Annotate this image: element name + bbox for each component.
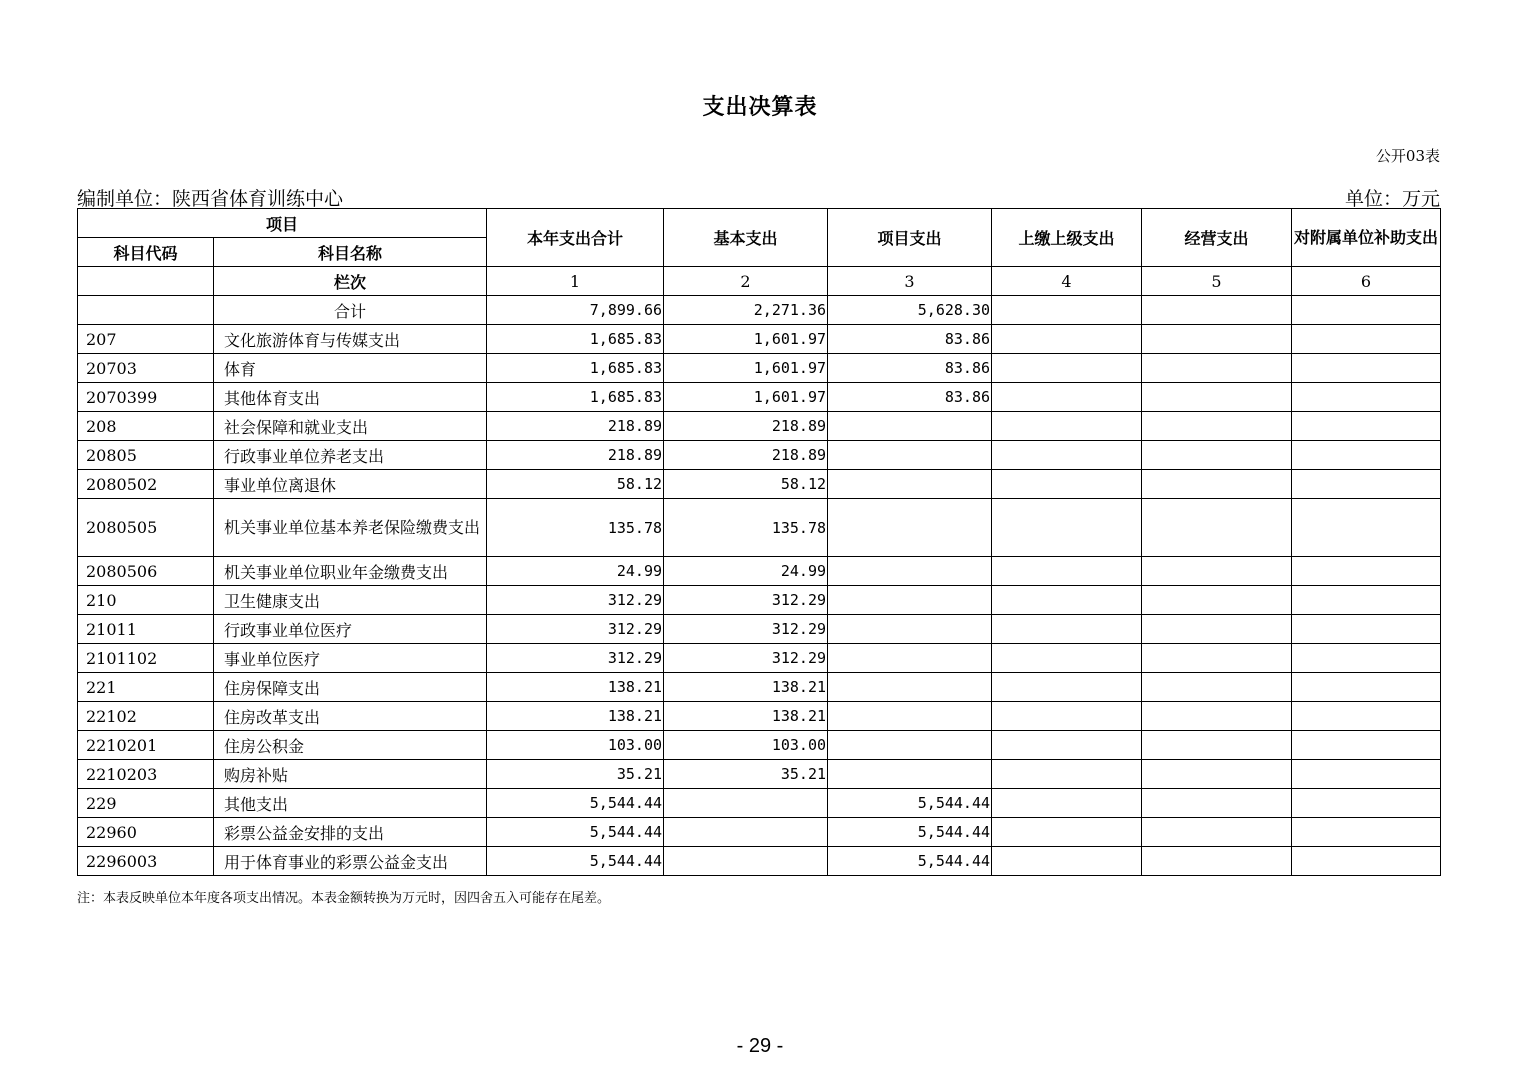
row-total: 218.89: [487, 412, 664, 441]
header-code: 科目代码: [78, 238, 214, 267]
table-row: [78, 586, 1441, 615]
row-name: 彩票公益金安排的支出: [214, 818, 487, 847]
row-name: 文化旅游体育与传媒支出: [214, 325, 487, 354]
row-total: 5,544.44: [487, 789, 664, 818]
table-row: [78, 644, 1441, 673]
row-upper: [992, 412, 1142, 441]
table-row: [78, 557, 1441, 586]
table-row: [78, 731, 1441, 760]
row-basic: 24.99: [664, 557, 828, 586]
row-operating: [1142, 325, 1292, 354]
row-total: 35.21: [487, 760, 664, 789]
table-row: [78, 673, 1441, 702]
row-name: 其他体育支出: [214, 383, 487, 412]
row-total: 312.29: [487, 615, 664, 644]
row-project: [828, 586, 992, 615]
table-number: 公开03表: [1375, 147, 1440, 165]
row-total: 135.78: [487, 499, 664, 557]
row-subsidy: [1292, 847, 1441, 876]
column-number-6: 6: [1292, 267, 1441, 296]
compiling-unit: 编制单位：陕西省体育训练中心: [77, 188, 344, 210]
row-basic: 138.21: [664, 702, 828, 731]
row-name: 住房公积金: [214, 731, 487, 760]
summary-subsidy: [1292, 296, 1441, 325]
row-total: 1,685.83: [487, 325, 664, 354]
header-item: 项目: [78, 209, 487, 238]
row-code: 2210201: [78, 731, 214, 760]
row-upper: [992, 731, 1142, 760]
table-row: [78, 383, 1441, 412]
row-code: 229: [78, 789, 214, 818]
row-upper: [992, 818, 1142, 847]
column-number-4: 4: [992, 267, 1142, 296]
row-operating: [1142, 818, 1292, 847]
row-code: 21011: [78, 615, 214, 644]
table-row: [78, 702, 1441, 731]
table-row: [78, 325, 1441, 354]
table-row: [78, 412, 1441, 441]
header-lanci: 栏次: [214, 267, 487, 296]
row-project: [828, 557, 992, 586]
table-row: [78, 789, 1441, 818]
row-operating: [1142, 557, 1292, 586]
row-basic: [664, 847, 828, 876]
row-operating: [1142, 586, 1292, 615]
row-code: 210: [78, 586, 214, 615]
row-operating: [1142, 847, 1292, 876]
row-project: [828, 760, 992, 789]
row-operating: [1142, 731, 1292, 760]
row-project: [828, 615, 992, 644]
row-subsidy: [1292, 499, 1441, 557]
table-row: [78, 847, 1441, 876]
table-row: [78, 354, 1441, 383]
row-basic: 35.21: [664, 760, 828, 789]
row-project: 83.86: [828, 325, 992, 354]
row-total: 138.21: [487, 702, 664, 731]
table-note: 注：本表反映单位本年度各项支出情况。本表金额转换为万元时，因四舍五入可能存在尾差。: [77, 891, 611, 906]
row-subsidy: [1292, 789, 1441, 818]
row-project: [828, 412, 992, 441]
row-total: 58.12: [487, 470, 664, 499]
row-name: 体育: [214, 354, 487, 383]
row-subsidy: [1292, 673, 1441, 702]
header-subsidy: 对附属单位补助支出: [1292, 209, 1441, 267]
column-number-1: 1: [487, 267, 664, 296]
row-code: 22102: [78, 702, 214, 731]
header-basic: 基本支出: [664, 209, 828, 267]
summary-row: [78, 296, 1441, 325]
lanci-blank: [78, 267, 214, 296]
row-code: 207: [78, 325, 214, 354]
row-name: 住房保障支出: [214, 673, 487, 702]
row-subsidy: [1292, 325, 1441, 354]
row-project: 5,544.44: [828, 818, 992, 847]
row-subsidy: [1292, 615, 1441, 644]
row-upper: [992, 789, 1142, 818]
row-code: 208: [78, 412, 214, 441]
row-upper: [992, 441, 1142, 470]
summary-upper: [992, 296, 1142, 325]
row-name: 行政事业单位养老支出: [214, 441, 487, 470]
row-basic: [664, 818, 828, 847]
row-total: 218.89: [487, 441, 664, 470]
summary-project: 5,628.30: [828, 296, 992, 325]
row-project: [828, 441, 992, 470]
row-total: 5,544.44: [487, 818, 664, 847]
row-basic: 138.21: [664, 673, 828, 702]
row-upper: [992, 644, 1142, 673]
row-subsidy: [1292, 702, 1441, 731]
row-name: 用于体育事业的彩票公益金支出: [214, 847, 487, 876]
row-name: 其他支出: [214, 789, 487, 818]
row-operating: [1142, 673, 1292, 702]
row-name: 住房改革支出: [214, 702, 487, 731]
table-row: [78, 818, 1441, 847]
row-name: 购房补贴: [214, 760, 487, 789]
header-operating: 经营支出: [1142, 209, 1292, 267]
row-name: 社会保障和就业支出: [214, 412, 487, 441]
page-number: - 29 -: [736, 1035, 784, 1057]
row-code: 20703: [78, 354, 214, 383]
row-subsidy: [1292, 760, 1441, 789]
table-row: [78, 470, 1441, 499]
row-basic: 1,601.97: [664, 383, 828, 412]
row-code: 2101102: [78, 644, 214, 673]
header-project: 项目支出: [828, 209, 992, 267]
row-basic: 312.29: [664, 644, 828, 673]
row-upper: [992, 673, 1142, 702]
row-code: 2080502: [78, 470, 214, 499]
row-project: [828, 702, 992, 731]
row-subsidy: [1292, 470, 1441, 499]
row-code: 22960: [78, 818, 214, 847]
row-operating: [1142, 702, 1292, 731]
row-upper: [992, 325, 1142, 354]
table-row: [78, 441, 1441, 470]
row-operating: [1142, 760, 1292, 789]
header-upper: 上缴上级支出: [992, 209, 1142, 267]
row-upper: [992, 557, 1142, 586]
row-name: 机关事业单位基本养老保险缴费支出: [214, 499, 487, 557]
row-upper: [992, 615, 1142, 644]
row-project: 5,544.44: [828, 847, 992, 876]
row-total: 5,544.44: [487, 847, 664, 876]
row-total: 312.29: [487, 644, 664, 673]
row-project: [828, 644, 992, 673]
row-project: 83.86: [828, 383, 992, 412]
row-basic: 58.12: [664, 470, 828, 499]
row-upper: [992, 847, 1142, 876]
row-name: 事业单位离退休: [214, 470, 487, 499]
column-number-3: 3: [828, 267, 992, 296]
row-project: [828, 470, 992, 499]
row-upper: [992, 586, 1142, 615]
expenditure-table: [77, 208, 1441, 876]
row-name: 行政事业单位医疗: [214, 615, 487, 644]
summary-code-blank: [78, 296, 214, 325]
row-code: 2080506: [78, 557, 214, 586]
row-upper: [992, 499, 1142, 557]
row-operating: [1142, 412, 1292, 441]
row-operating: [1142, 499, 1292, 557]
row-basic: 1,601.97: [664, 354, 828, 383]
row-upper: [992, 383, 1142, 412]
row-project: [828, 673, 992, 702]
table-row: [78, 760, 1441, 789]
row-subsidy: [1292, 731, 1441, 760]
row-subsidy: [1292, 586, 1441, 615]
row-code: 2210203: [78, 760, 214, 789]
summary-label: 合计: [214, 296, 487, 325]
row-basic: 135.78: [664, 499, 828, 557]
row-basic: 1,601.97: [664, 325, 828, 354]
row-code: 2080505: [78, 499, 214, 557]
row-code: 2070399: [78, 383, 214, 412]
row-upper: [992, 470, 1142, 499]
row-operating: [1142, 383, 1292, 412]
row-upper: [992, 354, 1142, 383]
row-upper: [992, 702, 1142, 731]
row-operating: [1142, 470, 1292, 499]
row-total: 312.29: [487, 586, 664, 615]
row-code: 2296003: [78, 847, 214, 876]
row-name: 机关事业单位职业年金缴费支出: [214, 557, 487, 586]
row-subsidy: [1292, 557, 1441, 586]
row-basic: 312.29: [664, 586, 828, 615]
column-number-5: 5: [1142, 267, 1292, 296]
table-row: [78, 615, 1441, 644]
row-total: 1,685.83: [487, 354, 664, 383]
row-basic: [664, 789, 828, 818]
row-basic: 312.29: [664, 615, 828, 644]
row-total: 138.21: [487, 673, 664, 702]
row-project: 5,544.44: [828, 789, 992, 818]
row-total: 103.00: [487, 731, 664, 760]
summary-total: 7,899.66: [487, 296, 664, 325]
row-name: 事业单位医疗: [214, 644, 487, 673]
summary-basic: 2,271.36: [664, 296, 828, 325]
row-project: 83.86: [828, 354, 992, 383]
row-operating: [1142, 644, 1292, 673]
row-code: 20805: [78, 441, 214, 470]
row-operating: [1142, 789, 1292, 818]
currency-unit: 单位：万元: [1344, 188, 1440, 210]
row-project: [828, 499, 992, 557]
row-project: [828, 731, 992, 760]
header-name: 科目名称: [214, 238, 487, 267]
row-subsidy: [1292, 412, 1441, 441]
row-subsidy: [1292, 354, 1441, 383]
row-operating: [1142, 354, 1292, 383]
header-total: 本年支出合计: [487, 209, 664, 267]
row-code: 221: [78, 673, 214, 702]
row-operating: [1142, 441, 1292, 470]
row-total: 1,685.83: [487, 383, 664, 412]
summary-operating: [1142, 296, 1292, 325]
row-basic: 218.89: [664, 441, 828, 470]
page-title: 支出决算表: [702, 94, 818, 120]
row-operating: [1142, 615, 1292, 644]
row-total: 24.99: [487, 557, 664, 586]
row-basic: 218.89: [664, 412, 828, 441]
row-name: 卫生健康支出: [214, 586, 487, 615]
column-number-2: 2: [664, 267, 828, 296]
row-upper: [992, 760, 1142, 789]
row-subsidy: [1292, 644, 1441, 673]
row-basic: 103.00: [664, 731, 828, 760]
row-subsidy: [1292, 818, 1441, 847]
row-subsidy: [1292, 383, 1441, 412]
row-subsidy: [1292, 441, 1441, 470]
table-row: [78, 499, 1441, 557]
